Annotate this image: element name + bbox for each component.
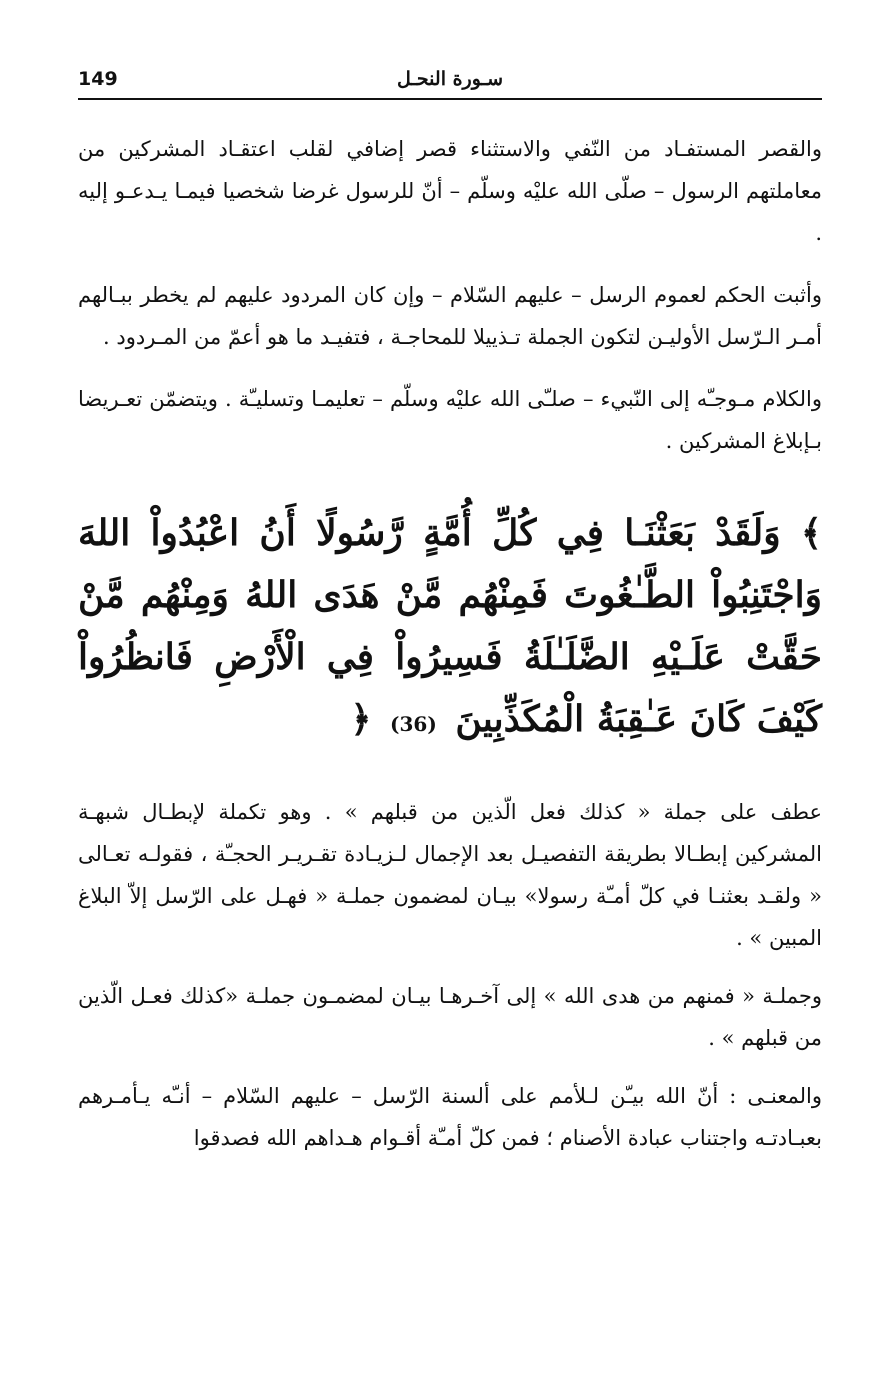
commentary-paragraph-3: والكلام مـوجـّه إلى النّبيء – صلـّى الله عليْه وسلّم – تعليمـا وتسليـّة . ويتضمّن تعـريضا بـإبلاغ المشركين . (78, 387, 822, 453)
book-page (78, 60, 822, 1159)
verse-number: (36) (390, 712, 437, 736)
commentary-paragraph-2: وأثبت الحكم لعموم الرسل – عليهم السّلام – وإن كان المردود عليهم لم يخطر ببـالهم أمـر الـرّسل الأوليـن لتكون الجملة تـذييلا للمحاجـة ، فتفيـد ما هو أعمّ من المـردود . (78, 283, 822, 349)
commentary-paragraph-6: والمعنـى : أنّ الله بيـّن لـلأمم على ألسنة الرّسل – عليهم السّلام – أنـّه يـأمـرهم بعبـادتـه واجتناب عبادة الأصنام ؛ فمن كلّ أمـّة أقـوام هـداهم الله فصدقوا (78, 1084, 822, 1150)
verse-open-bracket: ﴾ (800, 512, 822, 554)
commentary-paragraph-4: عطف على جملة « كذلك فعل الّذين من قبلهم » . وهو تكملة لإبطـال شبهـة المشركين إبطـالا بطريقة التفصيـل بعد الإجمال لـزيـادة تقـريـر الحجـّة ، فقولـه تعـالى « ولقـد بعثنـا في كلّ أمـّة رسولا» بيـان لمضمون جملـة « فهـل على الرّسل إلاّ البلاغ المبين » . (78, 800, 822, 950)
quran-verse (78, 502, 822, 755)
commentary-paragraph-1: والقصر المستفـاد من النّفي والاستثناء قصر إضافي لقلب اعتقـاد المشركين من معاملتهم الرسول – صلّى الله عليْه وسلّم – أنّ للرسول غرضا شخصيا فيمـا يـدعـو إليه . (78, 137, 822, 245)
commentary-paragraph-5: وجملـة « فمنهم من هدى الله » إلى آخـرهـا بيـان لمضمـون جملـة «كذلك فعـل الّذين من قبلهم » . (78, 984, 822, 1050)
verse-close-bracket: ﴿ (350, 698, 372, 740)
verse-text: وَلَقَدْ بَعَثْنَـا فِي كُلِّ أُمَّةٍ رَّسُولًا أَنُ اعْبُدُواْ اللهَ وَاجْتَنِبُواْ الطَّـٰغُوتَ فَمِنْهُم مَّنْ هَدَى اللهُ وَمِنْهُم مَّنْ حَقَّتْ عَلَـيْهِ الضَّلَـٰلَةُ فَسِيرُواْ فِي الْأَرْضِ فَانظُرُواْ كَيْفَ كَانَ عَـٰقِبَةُ الْمُكَذِّبِينَ (78, 512, 822, 740)
page-number: 149 (78, 68, 118, 90)
surah-title: سـورة النحـل (396, 68, 504, 90)
page-header (78, 60, 822, 100)
